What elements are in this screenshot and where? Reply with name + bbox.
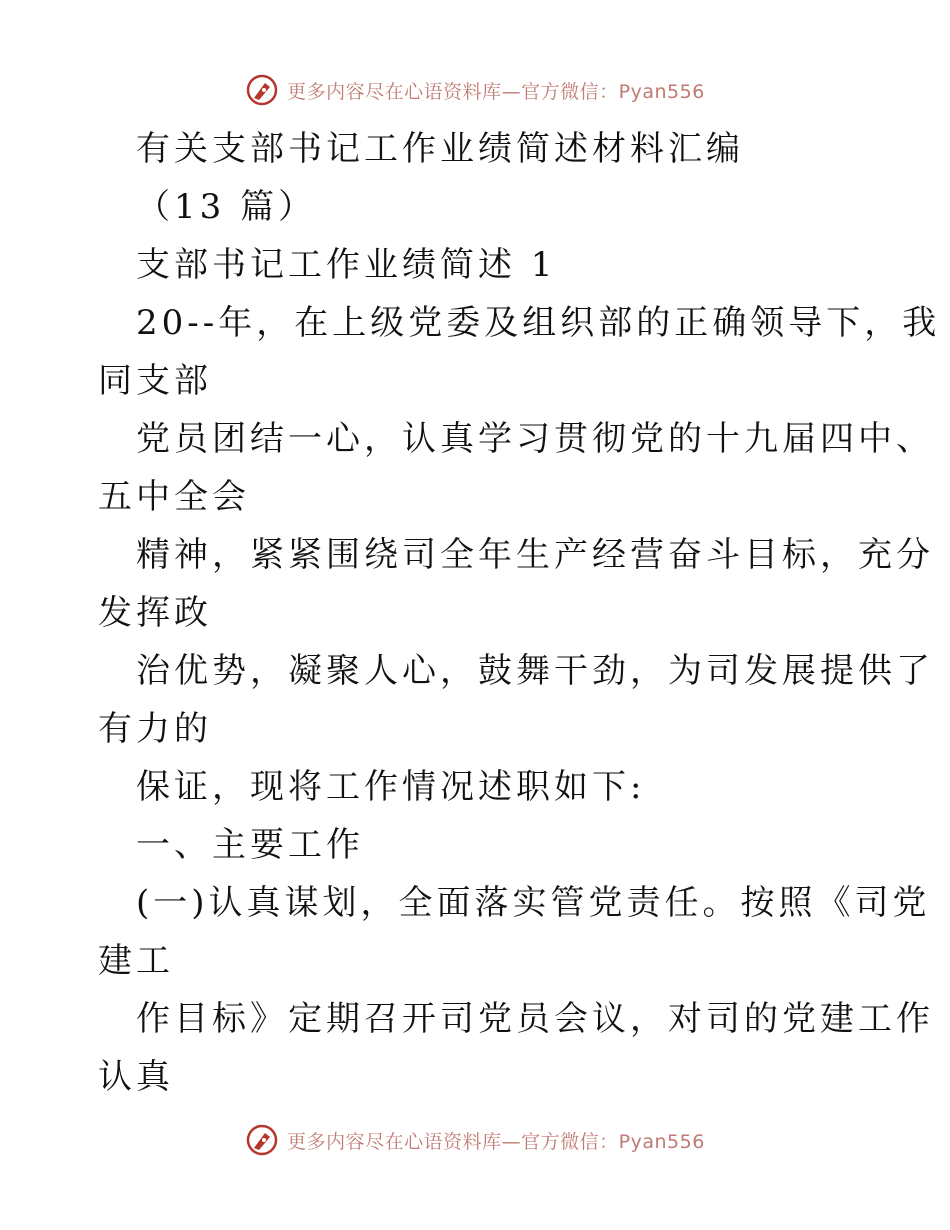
paragraph-line: (一)认真谋划，全面落实管党责任。按照《司党	[136, 883, 931, 923]
section-heading: 支部书记工作业绩简述 1	[136, 245, 557, 285]
paragraph-line: 精神，紧紧围绕司全年生产经营奋斗目标，充分	[136, 535, 934, 575]
paragraph-line: 作目标》定期召开司党员会议，对司的党建工作	[136, 999, 934, 1039]
paragraph-line: 认真	[98, 1057, 174, 1097]
document-subtitle: （13 篇）	[136, 187, 317, 227]
watermark-text: 更多内容尽在心语资料库—官方微信：Pyan556	[287, 80, 705, 103]
pen-nib-circle-icon	[245, 73, 279, 107]
paragraph-line: 治优势，凝聚人心，鼓舞干劲，为司发展提供了	[136, 651, 934, 691]
paragraph-line: 发挥政	[98, 593, 212, 633]
paragraph-line: 建工	[98, 941, 174, 981]
watermark-text: 更多内容尽在心语资料库—官方微信：Pyan556	[287, 1130, 705, 1153]
paragraph-line: 同支部	[98, 361, 212, 401]
document-title: 有关支部书记工作业绩简述材料汇编	[136, 129, 744, 169]
header-watermark	[0, 70, 950, 110]
paragraph-line: 党员团结一心，认真学习贯彻党的十九届四中、	[136, 419, 934, 459]
paragraph-line: 保证，现将工作情况述职如下:	[136, 767, 646, 807]
pen-nib-circle-icon	[245, 1123, 279, 1157]
document-body	[98, 120, 941, 1106]
footer-watermark	[0, 1120, 950, 1160]
paragraph-line: 五中全会	[98, 477, 250, 517]
paragraph-line: 20--年，在上级党委及组织部的正确领导下，我	[136, 303, 941, 343]
subsection-heading: 一、主要工作	[136, 825, 364, 865]
paragraph-line: 有力的	[98, 709, 212, 749]
